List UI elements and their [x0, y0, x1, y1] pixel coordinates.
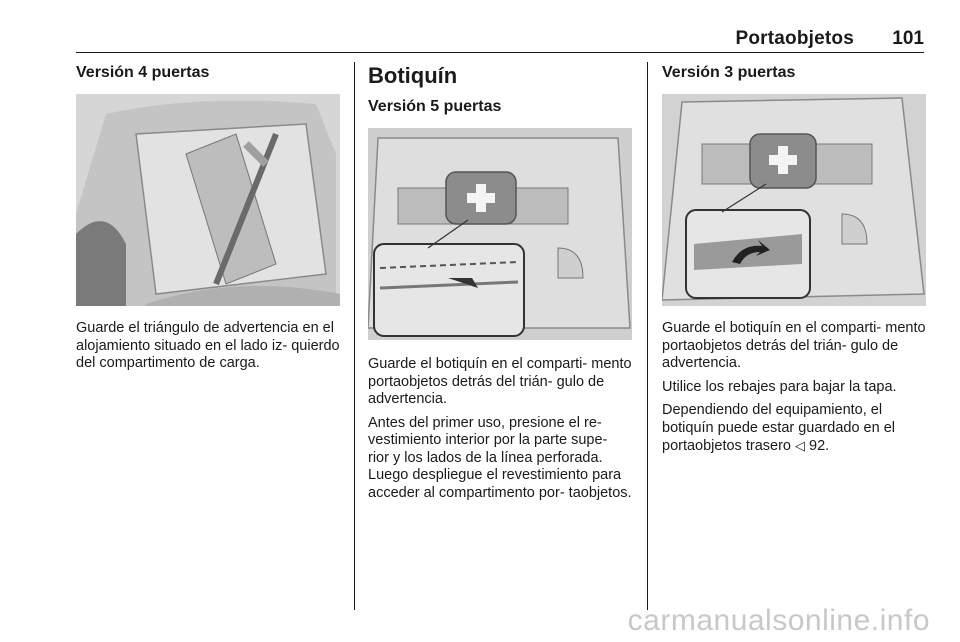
illustration-trunk-5-door: [368, 128, 632, 340]
paragraph: Guarde el botiquín en el comparti- mento portaobjetos detrás del trián- gulo de advertencia.: [662, 320, 926, 371]
section-title-first-aid: Botiquín: [368, 63, 458, 88]
page-header: [76, 26, 924, 53]
paragraph: Guarde el botiquín en el comparti- mento portaobjetos detrás del trián- gulo de advertencia.: [368, 356, 632, 407]
watermark: carmanualsonline.info: [627, 604, 930, 637]
page-reference-icon: ◁: [795, 438, 805, 453]
column-divider-2: [647, 62, 648, 610]
column-first-aid: [368, 62, 632, 508]
page-number: 101: [892, 28, 924, 49]
paragraph-text: Dependiendo del equipamiento, el botiquín puede estar guardado en el portaobjetos trasero: [662, 402, 895, 454]
column-divider-1: [354, 62, 355, 610]
column-3-door: [662, 62, 926, 462]
paragraph: Utilice los rebajes para bajar la tapa.: [662, 378, 897, 395]
heading-3-door: Versión 3 puertas: [662, 64, 796, 81]
column-4-door: [76, 62, 340, 379]
heading-4-door: Versión 4 puertas: [76, 64, 210, 81]
page-reference-link[interactable]: 92.: [809, 438, 830, 454]
illustration-trunk-3-door: [662, 94, 926, 306]
heading-5-door: Versión 5 puertas: [368, 98, 502, 115]
illustration-trunk-4-door: [76, 94, 340, 306]
page-title: Portaobjetos: [735, 28, 854, 49]
paragraph: Antes del primer uso, presione el re- vestimiento interior por la parte supe- rior y los lados de la línea perforada. Luego despliegue el revestimiento para acceder al compartimento por- taobjetos.: [368, 414, 632, 501]
paragraph-with-reference: [662, 402, 926, 456]
paragraph: Guarde el triángulo de advertencia en el alojamiento situado en el lado iz- quierdo del compartimento de carga.: [76, 320, 340, 371]
